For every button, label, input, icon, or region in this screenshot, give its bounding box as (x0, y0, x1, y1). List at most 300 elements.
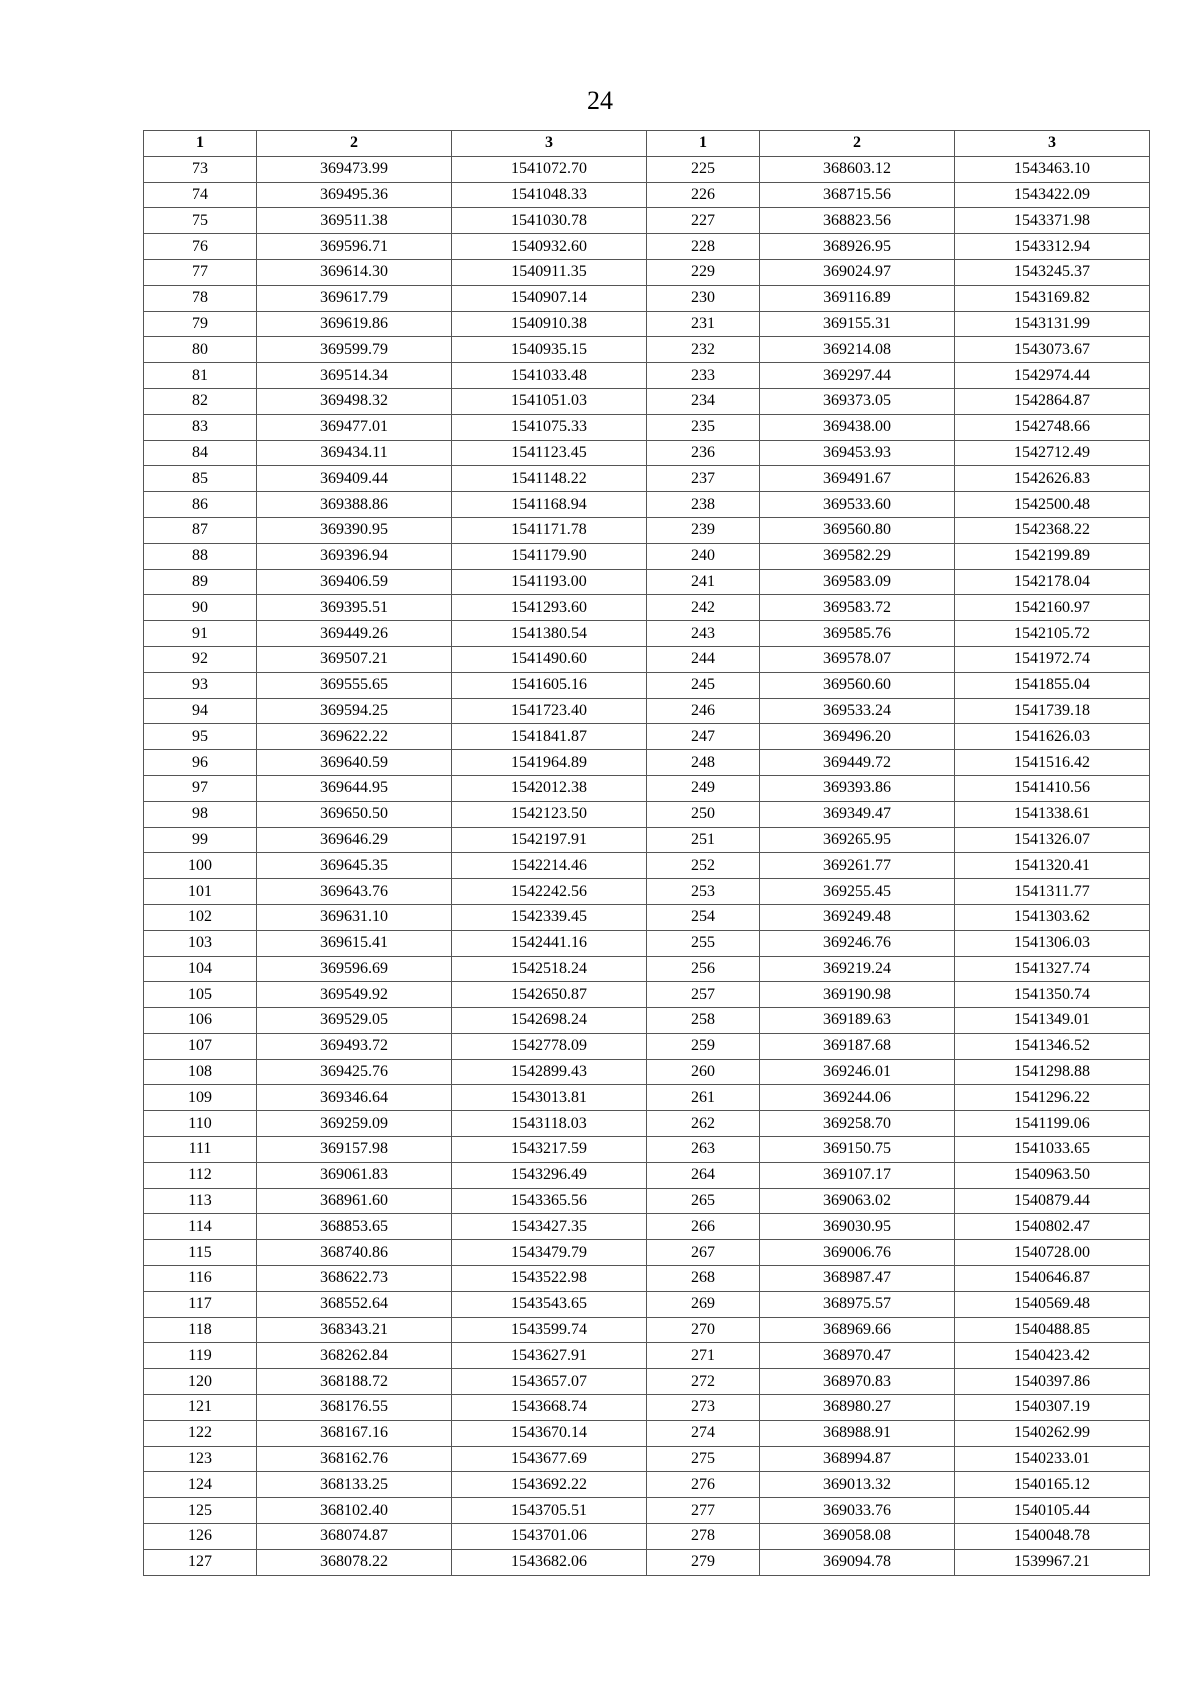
table-cell: 368167.16 (257, 1420, 452, 1446)
table-cell: 1541516.42 (955, 750, 1150, 776)
table-cell: 226 (647, 182, 760, 208)
table-cell: 236 (647, 440, 760, 466)
table-cell: 369261.77 (760, 853, 955, 879)
table-cell: 265 (647, 1188, 760, 1214)
table-cell: 87 (144, 517, 257, 543)
table-cell: 368975.57 (760, 1291, 955, 1317)
table-cell: 238 (647, 492, 760, 518)
table-cell: 1543599.74 (452, 1317, 647, 1343)
table-cell: 368343.21 (257, 1317, 452, 1343)
table-cell: 369473.99 (257, 156, 452, 182)
table-cell: 1542899.43 (452, 1059, 647, 1085)
table-cell: 1541739.18 (955, 698, 1150, 724)
table-cell: 1541841.87 (452, 724, 647, 750)
table-row (144, 1240, 1150, 1266)
table-cell: 368926.95 (760, 234, 955, 260)
table-cell: 369578.07 (760, 646, 955, 672)
table-cell: 260 (647, 1059, 760, 1085)
table-cell: 369155.31 (760, 311, 955, 337)
table-cell: 1540488.85 (955, 1317, 1150, 1343)
table-cell: 266 (647, 1214, 760, 1240)
column-header: 1 (144, 131, 257, 157)
column-header: 1 (647, 131, 760, 157)
table-cell: 1541048.33 (452, 182, 647, 208)
table-cell: 1542368.22 (955, 517, 1150, 543)
table-cell: 1540907.14 (452, 285, 647, 311)
table-cell: 369346.64 (257, 1085, 452, 1111)
table-row (144, 1369, 1150, 1395)
table-cell: 1541030.78 (452, 208, 647, 234)
table-cell: 1541171.78 (452, 517, 647, 543)
table-cell: 1541148.22 (452, 466, 647, 492)
table-cell: 1541075.33 (452, 414, 647, 440)
table-cell: 1540932.60 (452, 234, 647, 260)
table-cell: 1543131.99 (955, 311, 1150, 337)
table-cell: 1540262.99 (955, 1420, 1150, 1446)
table-cell: 97 (144, 775, 257, 801)
table-cell: 1543479.79 (452, 1240, 647, 1266)
table-cell: 369157.98 (257, 1137, 452, 1163)
table-cell: 1541072.70 (452, 156, 647, 182)
table-cell: 1542123.50 (452, 801, 647, 827)
table-cell: 1541193.00 (452, 569, 647, 595)
table-cell: 369094.78 (760, 1549, 955, 1575)
table-cell: 100 (144, 853, 257, 879)
table-cell: 73 (144, 156, 257, 182)
table-cell: 235 (647, 414, 760, 440)
table-row (144, 853, 1150, 879)
table-cell: 1543245.37 (955, 259, 1150, 285)
table-cell: 1541410.56 (955, 775, 1150, 801)
table-cell: 1540165.12 (955, 1472, 1150, 1498)
table-cell: 261 (647, 1085, 760, 1111)
table-cell: 369583.72 (760, 595, 955, 621)
table-cell: 369409.44 (257, 466, 452, 492)
table-cell: 249 (647, 775, 760, 801)
table-cell: 108 (144, 1059, 257, 1085)
table-cell: 1540879.44 (955, 1188, 1150, 1214)
table-cell: 1541303.62 (955, 904, 1150, 930)
table-cell: 82 (144, 388, 257, 414)
table-row (144, 595, 1150, 621)
table-cell: 1543217.59 (452, 1137, 647, 1163)
table-cell: 369555.65 (257, 672, 452, 698)
table-cell: 369477.01 (257, 414, 452, 440)
table-cell: 368970.83 (760, 1369, 955, 1395)
table-row (144, 1291, 1150, 1317)
table-row (144, 1343, 1150, 1369)
table-cell: 96 (144, 750, 257, 776)
table-row (144, 1059, 1150, 1085)
table-cell: 369583.09 (760, 569, 955, 595)
table-row (144, 234, 1150, 260)
table-cell: 369650.50 (257, 801, 452, 827)
table-cell: 103 (144, 930, 257, 956)
table-cell: 369214.08 (760, 337, 955, 363)
table-cell: 104 (144, 956, 257, 982)
table-cell: 369585.76 (760, 621, 955, 647)
table-cell: 1542197.91 (452, 827, 647, 853)
table-cell: 1543677.69 (452, 1446, 647, 1472)
table-cell: 228 (647, 234, 760, 260)
table-row (144, 827, 1150, 853)
table-row (144, 1317, 1150, 1343)
table-cell: 1543543.65 (452, 1291, 647, 1317)
table-cell: 239 (647, 517, 760, 543)
table-row (144, 621, 1150, 647)
table-cell: 1540935.15 (452, 337, 647, 363)
table-cell: 102 (144, 904, 257, 930)
table-cell: 125 (144, 1498, 257, 1524)
table-cell: 369013.32 (760, 1472, 955, 1498)
table-cell: 88 (144, 543, 257, 569)
table-cell: 1541168.94 (452, 492, 647, 518)
table-cell: 243 (647, 621, 760, 647)
table-cell: 368176.55 (257, 1395, 452, 1421)
table-cell: 271 (647, 1343, 760, 1369)
table-cell: 1540910.38 (452, 311, 647, 337)
table-cell: 368188.72 (257, 1369, 452, 1395)
table-cell: 112 (144, 1162, 257, 1188)
table-cell: 369614.30 (257, 259, 452, 285)
table-cell: 369498.32 (257, 388, 452, 414)
table-cell: 126 (144, 1524, 257, 1550)
table-cell: 105 (144, 982, 257, 1008)
table-cell: 84 (144, 440, 257, 466)
table-cell: 1543692.22 (452, 1472, 647, 1498)
table-cell: 277 (647, 1498, 760, 1524)
table-cell: 369190.98 (760, 982, 955, 1008)
table-cell: 276 (647, 1472, 760, 1498)
table-cell: 1541033.48 (452, 363, 647, 389)
table-cell: 369560.60 (760, 672, 955, 698)
table-cell: 369453.93 (760, 440, 955, 466)
table-cell: 1543296.49 (452, 1162, 647, 1188)
page-number: 24 (587, 86, 613, 115)
table-row (144, 1162, 1150, 1188)
table-cell: 250 (647, 801, 760, 827)
table-cell: 1543522.98 (452, 1266, 647, 1292)
table-cell: 1541123.45 (452, 440, 647, 466)
table-cell: 1540911.35 (452, 259, 647, 285)
table-row (144, 1137, 1150, 1163)
table-cell: 369246.01 (760, 1059, 955, 1085)
table-cell: 1541306.03 (955, 930, 1150, 956)
table-cell: 252 (647, 853, 760, 879)
table-cell: 74 (144, 182, 257, 208)
table-cell: 1540569.48 (955, 1291, 1150, 1317)
table-cell: 369395.51 (257, 595, 452, 621)
table-cell: 268 (647, 1266, 760, 1292)
table-row (144, 1266, 1150, 1292)
table-cell: 80 (144, 337, 257, 363)
table-cell: 253 (647, 879, 760, 905)
table-row (144, 1085, 1150, 1111)
table-row (144, 1111, 1150, 1137)
table-cell: 111 (144, 1137, 257, 1163)
table-cell: 369496.20 (760, 724, 955, 750)
table-row (144, 724, 1150, 750)
table-cell: 231 (647, 311, 760, 337)
table-cell: 107 (144, 1033, 257, 1059)
table-cell: 262 (647, 1111, 760, 1137)
table-cell: 1540233.01 (955, 1446, 1150, 1472)
table-row (144, 311, 1150, 337)
table-cell: 258 (647, 1008, 760, 1034)
table-cell: 369249.48 (760, 904, 955, 930)
table-cell: 251 (647, 827, 760, 853)
table-row (144, 1472, 1150, 1498)
table-cell: 1540423.42 (955, 1343, 1150, 1369)
table-cell: 369646.29 (257, 827, 452, 853)
table-cell: 1541349.01 (955, 1008, 1150, 1034)
table-cell: 369594.25 (257, 698, 452, 724)
table-cell: 244 (647, 646, 760, 672)
table-cell: 1542160.97 (955, 595, 1150, 621)
table-cell: 1541326.07 (955, 827, 1150, 853)
table-cell: 368853.65 (257, 1214, 452, 1240)
table-cell: 1541293.60 (452, 595, 647, 621)
table-cell: 1540728.00 (955, 1240, 1150, 1266)
table-cell: 95 (144, 724, 257, 750)
table-cell: 106 (144, 1008, 257, 1034)
table-cell: 227 (647, 208, 760, 234)
table-cell: 369246.76 (760, 930, 955, 956)
table-cell: 127 (144, 1549, 257, 1575)
table-cell: 245 (647, 672, 760, 698)
table-cell: 230 (647, 285, 760, 311)
table-cell: 369258.70 (760, 1111, 955, 1137)
column-header: 2 (257, 131, 452, 157)
table-cell: 273 (647, 1395, 760, 1421)
table-cell: 369507.21 (257, 646, 452, 672)
table-row (144, 517, 1150, 543)
table-row (144, 1498, 1150, 1524)
table-cell: 1543365.56 (452, 1188, 647, 1214)
table-cell: 369063.02 (760, 1188, 955, 1214)
table-cell: 257 (647, 982, 760, 1008)
table-cell: 124 (144, 1472, 257, 1498)
table-cell: 369491.67 (760, 466, 955, 492)
table-cell: 369033.76 (760, 1498, 955, 1524)
table-cell: 1543701.06 (452, 1524, 647, 1550)
table-row (144, 930, 1150, 956)
table-cell: 1540963.50 (955, 1162, 1150, 1188)
table-cell: 1540307.19 (955, 1395, 1150, 1421)
table-cell: 1541626.03 (955, 724, 1150, 750)
table-cell: 1541972.74 (955, 646, 1150, 672)
table-cell: 1541298.88 (955, 1059, 1150, 1085)
table-cell: 369265.95 (760, 827, 955, 853)
table-cell: 247 (647, 724, 760, 750)
table-cell: 89 (144, 569, 257, 595)
table-cell: 1541051.03 (452, 388, 647, 414)
table-cell: 278 (647, 1524, 760, 1550)
table-cell: 1541338.61 (955, 801, 1150, 827)
table-cell: 1541380.54 (452, 621, 647, 647)
table-cell: 259 (647, 1033, 760, 1059)
table-row (144, 1008, 1150, 1034)
table-cell: 1543670.14 (452, 1420, 647, 1446)
table-cell: 369349.47 (760, 801, 955, 827)
table-row (144, 182, 1150, 208)
table-cell: 369615.41 (257, 930, 452, 956)
table-row (144, 672, 1150, 698)
table-row (144, 259, 1150, 285)
table-cell: 369493.72 (257, 1033, 452, 1059)
table-cell: 369449.26 (257, 621, 452, 647)
table-cell: 269 (647, 1291, 760, 1317)
table-cell: 1543312.94 (955, 234, 1150, 260)
table-cell: 369107.17 (760, 1162, 955, 1188)
column-header: 3 (955, 131, 1150, 157)
table-cell: 369058.08 (760, 1524, 955, 1550)
table-cell: 242 (647, 595, 760, 621)
table-cell: 369219.24 (760, 956, 955, 982)
table-cell: 91 (144, 621, 257, 647)
table-cell: 1543627.91 (452, 1343, 647, 1369)
table-cell: 98 (144, 801, 257, 827)
table-cell: 121 (144, 1395, 257, 1421)
table-row (144, 1549, 1150, 1575)
table-cell: 369255.45 (760, 879, 955, 905)
table-cell: 75 (144, 208, 257, 234)
table-cell: 368961.60 (257, 1188, 452, 1214)
coordinates-table (143, 130, 1150, 1576)
table-cell: 1543668.74 (452, 1395, 647, 1421)
table-cell: 123 (144, 1446, 257, 1472)
table-cell: 368603.12 (760, 156, 955, 182)
table-row (144, 208, 1150, 234)
table-cell: 1542500.48 (955, 492, 1150, 518)
table-cell: 270 (647, 1317, 760, 1343)
table-cell: 1539967.21 (955, 1549, 1150, 1575)
table-cell: 368102.40 (257, 1498, 452, 1524)
table-cell: 1542178.04 (955, 569, 1150, 595)
table-cell: 369244.06 (760, 1085, 955, 1111)
table-cell: 1541605.16 (452, 672, 647, 698)
table-cell: 1541350.74 (955, 982, 1150, 1008)
table-cell: 369449.72 (760, 750, 955, 776)
table-cell: 263 (647, 1137, 760, 1163)
table-cell: 1542199.89 (955, 543, 1150, 569)
table-cell: 369024.97 (760, 259, 955, 285)
table-cell: 1542518.24 (452, 956, 647, 982)
table-body (144, 156, 1150, 1575)
table-cell: 369425.76 (257, 1059, 452, 1085)
table-row (144, 285, 1150, 311)
table-cell: 1543073.67 (955, 337, 1150, 363)
table-cell: 369189.63 (760, 1008, 955, 1034)
table-cell: 1543371.98 (955, 208, 1150, 234)
table-cell: 369549.92 (257, 982, 452, 1008)
table-cell: 1541490.60 (452, 646, 647, 672)
table-cell: 369533.24 (760, 698, 955, 724)
table-cell: 368262.84 (257, 1343, 452, 1369)
table-row (144, 775, 1150, 801)
table-row (144, 414, 1150, 440)
table-cell: 369622.22 (257, 724, 452, 750)
table-cell: 1541346.52 (955, 1033, 1150, 1059)
table-cell: 369438.00 (760, 414, 955, 440)
table-cell: 274 (647, 1420, 760, 1446)
table-cell: 1541327.74 (955, 956, 1150, 982)
table-row (144, 801, 1150, 827)
table-cell: 369373.05 (760, 388, 955, 414)
table-cell: 1540397.86 (955, 1369, 1150, 1395)
table-cell: 368969.66 (760, 1317, 955, 1343)
table-cell: 92 (144, 646, 257, 672)
table-cell: 369393.86 (760, 775, 955, 801)
table-row (144, 337, 1150, 363)
table-cell: 85 (144, 466, 257, 492)
table-row (144, 956, 1150, 982)
table-cell: 369511.38 (257, 208, 452, 234)
table-row (144, 879, 1150, 905)
table-cell: 272 (647, 1369, 760, 1395)
table-cell: 79 (144, 311, 257, 337)
table-row (144, 750, 1150, 776)
table-cell: 369643.76 (257, 879, 452, 905)
table-cell: 1542650.87 (452, 982, 647, 1008)
table-cell: 369297.44 (760, 363, 955, 389)
table-cell: 77 (144, 259, 257, 285)
table-row (144, 982, 1150, 1008)
table-cell: 267 (647, 1240, 760, 1266)
column-header: 3 (452, 131, 647, 157)
table-cell: 1542698.24 (452, 1008, 647, 1034)
table-cell: 229 (647, 259, 760, 285)
table-cell: 368622.73 (257, 1266, 452, 1292)
table-cell: 1543427.35 (452, 1214, 647, 1240)
table-cell: 368740.86 (257, 1240, 452, 1266)
table-cell: 368074.87 (257, 1524, 452, 1550)
table-cell: 232 (647, 337, 760, 363)
table-cell: 369150.75 (760, 1137, 955, 1163)
table-cell: 233 (647, 363, 760, 389)
table-cell: 369619.86 (257, 311, 452, 337)
table-row (144, 543, 1150, 569)
table-cell: 368823.56 (760, 208, 955, 234)
table-cell: 225 (647, 156, 760, 182)
table-row (144, 1446, 1150, 1472)
table-cell: 1541964.89 (452, 750, 647, 776)
table-cell: 101 (144, 879, 257, 905)
table-cell: 369434.11 (257, 440, 452, 466)
table-cell: 1541723.40 (452, 698, 647, 724)
table-cell: 1541296.22 (955, 1085, 1150, 1111)
table-cell: 369514.34 (257, 363, 452, 389)
table-cell: 369388.86 (257, 492, 452, 518)
table-cell: 1541320.41 (955, 853, 1150, 879)
table-cell: 237 (647, 466, 760, 492)
table-row (144, 466, 1150, 492)
table-cell: 83 (144, 414, 257, 440)
table-cell: 369187.68 (760, 1033, 955, 1059)
table-cell: 369644.95 (257, 775, 452, 801)
table-row (144, 388, 1150, 414)
table-cell: 369596.69 (257, 956, 452, 982)
table-cell: 1542339.45 (452, 904, 647, 930)
table-cell: 1540105.44 (955, 1498, 1150, 1524)
table-cell: 116 (144, 1266, 257, 1292)
table-cell: 122 (144, 1420, 257, 1446)
table-row (144, 1033, 1150, 1059)
table-cell: 369406.59 (257, 569, 452, 595)
table-cell: 1541179.90 (452, 543, 647, 569)
table-cell: 119 (144, 1343, 257, 1369)
table-cell: 368133.25 (257, 1472, 452, 1498)
